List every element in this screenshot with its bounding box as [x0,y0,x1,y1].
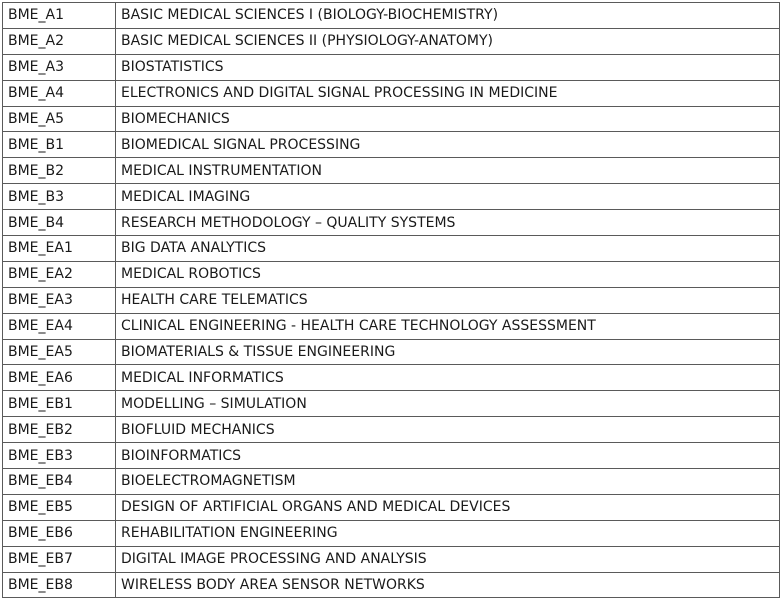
course-code: BME_EB7 [3,546,116,572]
table-row [3,520,780,546]
course-code: BME_A3 [3,54,116,80]
course-title: HEALTH CARE TELEMATICS [116,287,780,313]
table-row [3,287,780,313]
table-row [3,54,780,80]
course-code: BME_B4 [3,210,116,236]
table-row [3,106,780,132]
course-code: BME_EA2 [3,261,116,287]
course-title: MEDICAL INSTRUMENTATION [116,158,780,184]
table-row [3,339,780,365]
course-title: MEDICAL INFORMATICS [116,365,780,391]
course-title: DESIGN OF ARTIFICIAL ORGANS AND MEDICAL DEVICES [116,494,780,520]
course-title: MODELLING – SIMULATION [116,391,780,417]
course-code: BME_EB5 [3,494,116,520]
course-code: BME_A4 [3,80,116,106]
course-code: BME_B2 [3,158,116,184]
course-code: BME_EB2 [3,417,116,443]
course-title: WIRELESS BODY AREA SENSOR NETWORKS [116,572,780,598]
table-row [3,313,780,339]
course-code: BME_EB1 [3,391,116,417]
table-row [3,469,780,495]
table-row [3,184,780,210]
course-table [2,2,780,598]
course-table-body [3,3,780,598]
table-row [3,80,780,106]
table-row [3,3,780,29]
course-title: CLINICAL ENGINEERING - HEALTH CARE TECHNOLOGY ASSESSMENT [116,313,780,339]
course-title: BASIC MEDICAL SCIENCES II (PHYSIOLOGY-ANATOMY) [116,28,780,54]
course-title: BIOMATERIALS & TISSUE ENGINEERING [116,339,780,365]
course-title: MEDICAL IMAGING [116,184,780,210]
course-title: DIGITAL IMAGE PROCESSING AND ANALYSIS [116,546,780,572]
table-row [3,210,780,236]
course-title: ELECTRONICS AND DIGITAL SIGNAL PROCESSING IN MEDICINE [116,80,780,106]
course-code: BME_EB3 [3,443,116,469]
course-code: BME_B1 [3,132,116,158]
course-title: RESEARCH METHODOLOGY – QUALITY SYSTEMS [116,210,780,236]
course-code: BME_EA6 [3,365,116,391]
course-title: MEDICAL ROBOTICS [116,261,780,287]
course-code: BME_A5 [3,106,116,132]
course-code: BME_EB4 [3,469,116,495]
table-row [3,236,780,262]
course-code: BME_EA3 [3,287,116,313]
table-row [3,417,780,443]
table-row [3,365,780,391]
course-code: BME_A1 [3,3,116,29]
course-title: BIOMEDICAL SIGNAL PROCESSING [116,132,780,158]
course-title: BIOFLUID MECHANICS [116,417,780,443]
course-title: REHABILITATION ENGINEERING [116,520,780,546]
table-row [3,158,780,184]
course-code: BME_EB6 [3,520,116,546]
course-title: BASIC MEDICAL SCIENCES I (BIOLOGY-BIOCHEMISTRY) [116,3,780,29]
course-title: BIOELECTROMAGNETISM [116,469,780,495]
table-row [3,28,780,54]
table-row [3,572,780,598]
course-title: BIOINFORMATICS [116,443,780,469]
course-title: BIOSTATISTICS [116,54,780,80]
course-code: BME_EA1 [3,236,116,262]
table-row [3,261,780,287]
table-row [3,132,780,158]
table-row [3,546,780,572]
course-code: BME_A2 [3,28,116,54]
course-title: BIG DATA ANALYTICS [116,236,780,262]
course-title: BIOMECHANICS [116,106,780,132]
table-row [3,391,780,417]
table-row [3,494,780,520]
table-row [3,443,780,469]
course-code: BME_EA4 [3,313,116,339]
course-code: BME_EB8 [3,572,116,598]
course-code: BME_B3 [3,184,116,210]
course-code: BME_EA5 [3,339,116,365]
